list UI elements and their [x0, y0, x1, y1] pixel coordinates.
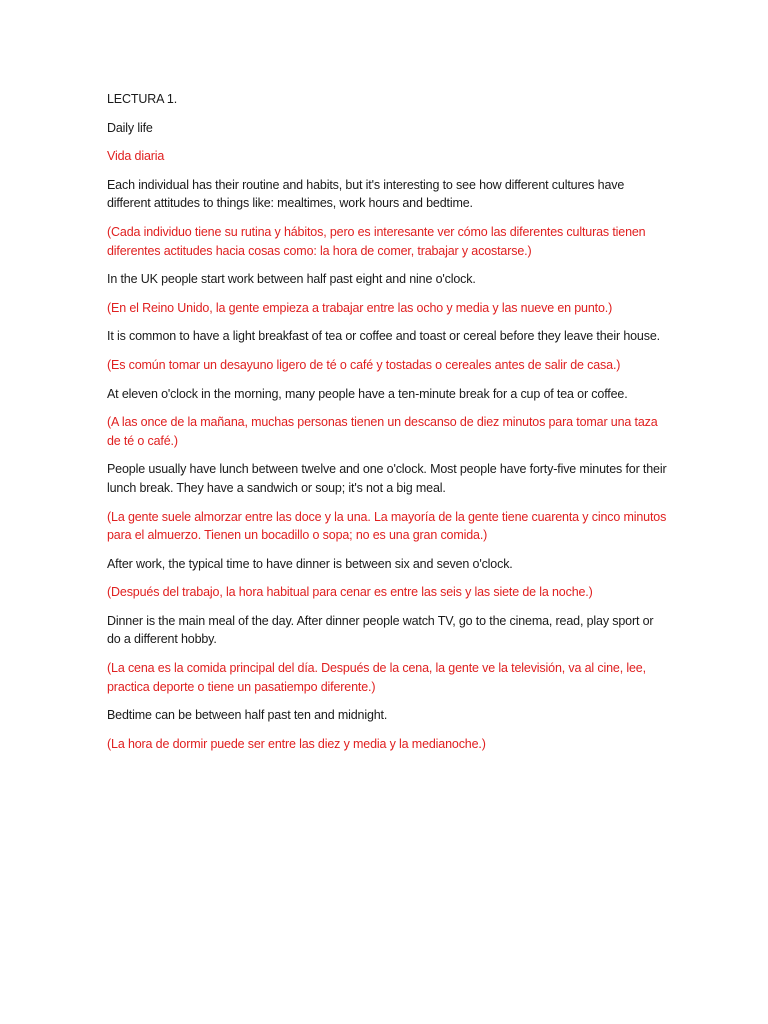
paragraph-english: At eleven o'clock in the morning, many people have a ten-minute break for a cup of tea or coffee. [107, 386, 628, 401]
paragraph-english: It is common to have a light breakfast of tea or coffee and toast or cereal before they leave their house. [107, 329, 660, 344]
lesson-heading: LECTURA 1. [107, 92, 178, 106]
paragraph-english: Bedtime can be between half past ten and midnight. [107, 708, 388, 723]
paragraph-spanish: (En el Reino Unido, la gente empieza a trabajar entre las ocho y media y las nueve en punto.) [107, 300, 613, 315]
paragraph-spanish: (La hora de dormir puede ser entre las diez y media y la medianoche.) [107, 736, 486, 751]
paragraph-english: Dinner is the main meal of the day. After dinner people watch TV, go to the cinema, read, play sport or do a different hobby. [107, 613, 654, 647]
paragraph-spanish: (A las once de la mañana, muchas personas tienen un descanso de diez minutos para tomar una taza de té o café.) [107, 415, 658, 448]
paragraph-spanish: (La cena es la comida principal del día. Después de la cena, la gente ve la televisión, va al cine, lee, practica deporte o tiene un pasatiempo diferente.) [107, 661, 646, 694]
paragraph-spanish: (La gente suele almorzar entre las doce y la una. La mayoría de la gente tiene cuarenta y cinco minutos para el almuerzo. Tienen un bocadillo o sopa; no es una gran comida.) [107, 509, 667, 543]
title-spanish: Vida diaria [107, 149, 165, 164]
paragraph-english: After work, the typical time to have dinner is between six and seven o'clock. [107, 556, 513, 571]
paragraph-english: In the UK people start work between half past eight and nine o'clock. [107, 272, 476, 287]
paragraph-spanish: (Después del trabajo, la hora habitual para cenar es entre las seis y las siete de la noche.) [107, 585, 593, 600]
paragraph-english: People usually have lunch between twelve and one o'clock. Most people have forty-five minutes for their lunch break. They have a sandwich or soup; it's not a big meal. [107, 462, 667, 495]
document-body [107, 90, 667, 763]
paragraph-spanish: (Es común tomar un desayuno ligero de té o café y tostadas o cereales antes de salir de casa.) [107, 357, 621, 372]
title-english: Daily life [107, 120, 153, 135]
paragraph-english: Each individual has their routine and habits, but it's interesting to see how different cultures have different attitudes to things like: mealtimes, work hours and bedtime. [107, 177, 625, 211]
paragraph-spanish: (Cada individuo tiene su rutina y hábitos, pero es interesante ver cómo las diferentes culturas tienen diferentes actitudes hacia cosas como: la hora de comer, trabajar y acostarse.) [107, 224, 646, 258]
